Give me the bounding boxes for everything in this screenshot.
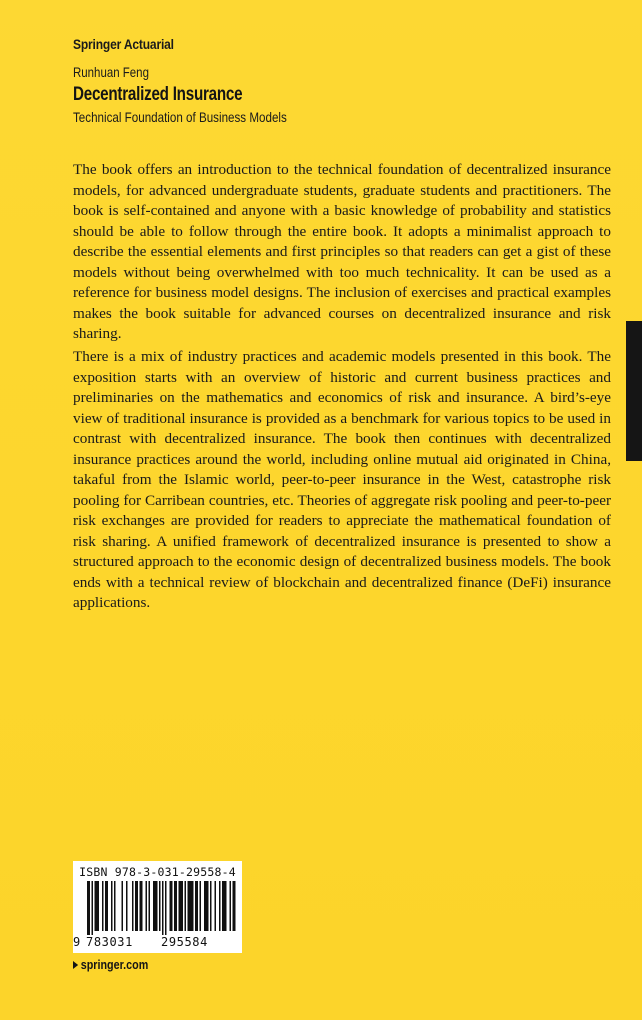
barcode-bar (195, 881, 198, 931)
barcode-bar (165, 881, 167, 935)
barcode-bar (105, 881, 108, 931)
barcode-bar (102, 881, 104, 931)
barcode-bar (92, 881, 94, 935)
author-name: Runhuan Feng (73, 64, 149, 80)
barcode-bar (230, 881, 232, 931)
barcode-bar (185, 881, 187, 931)
barcode-bar (87, 881, 90, 935)
barcode-bar (188, 881, 194, 931)
barcode-bar (233, 881, 236, 931)
barcode-bar (174, 881, 177, 931)
barcode-bar (135, 881, 138, 931)
description-paragraph-2: There is a mix of industry practices and academic models presented in this book. The exposition starts with an overview of historic and current business practices and preliminaries on the mathematics and economics of risk and insurance. A bird’s-eye view of traditional insurance is provided as a benchmark for various topics to be used in contrast with decentralized insurance. The book then continues with decentralized insurance practices around the world, including online mutual aid originated in China, takaful from the Islamic world, peer-to-peer insurance in the West, catastrophe risk pooling for Carribean countries, etc. Theories of aggregate risk pooling and peer-to-peer risk exchanges are provided for readers to appreciate the mathematical foundation of risk sharing. A unified framework of decentralized insurance is presented to show a structured approach to the economic design of decentralized business models. The book ends with a technical review of blockchain and decentralized finance (DeFi) insurance applications. (73, 348, 611, 611)
barcode-bar (122, 881, 124, 931)
barcode-right-digits: 295584 (161, 935, 208, 949)
website-label: springer.com (80, 958, 149, 972)
barcode-bar (140, 881, 143, 931)
isbn-label: ISBN 978-3-031-29558-4 (79, 865, 236, 879)
description-paragraph-1: The book offers an introduction to the technical foundation of decentralized insurance models, for advanced undergraduate students, graduate students and practitioners. The book is self-contained and anyone with a basic knowledge of probability and statistics should be able to follow through the entire book. It adopts a minimalist approach to describe the essential elements and first principles so that readers can get a gist of these models without being overwhelmed with too much technicality. It can be used as a reference for business model designs. The inclusion of exercises and practical examples makes the book suitable for advanced courses on decentralized insurance and risk sharing. (73, 161, 611, 342)
barcode-bar (126, 881, 128, 931)
series-name: Springer Actuarial (73, 36, 174, 52)
barcode-bar (179, 881, 184, 931)
barcode-bar (215, 881, 217, 931)
barcode-bar (153, 881, 158, 931)
barcode-bar (111, 881, 113, 931)
barcode-bar (210, 881, 212, 931)
book-subtitle: Technical Foundation of Business Models (73, 109, 287, 125)
barcode-bar (200, 881, 202, 931)
publisher-website[interactable] (73, 958, 148, 972)
barcode-bar (146, 881, 148, 931)
barcode-bar (95, 881, 100, 931)
barcode-left-digits: 783031 (86, 935, 133, 949)
barcode-bar (162, 881, 164, 935)
barcode-lead-digit: 9 (73, 935, 81, 949)
barcode-bar (222, 881, 227, 931)
barcode-bar (170, 881, 173, 931)
barcode-bar (149, 881, 151, 931)
barcode-bar (114, 881, 116, 931)
barcode-bar (219, 881, 221, 931)
book-title: Decentralized Insurance (73, 84, 243, 105)
barcode-bar (132, 881, 134, 931)
isbn-barcode (73, 861, 242, 953)
barcode-bar (204, 881, 209, 931)
barcode-bar (159, 881, 161, 931)
spine-tab-marker (626, 321, 642, 461)
triangle-arrow-icon (73, 961, 78, 969)
barcode-bars (79, 881, 236, 935)
